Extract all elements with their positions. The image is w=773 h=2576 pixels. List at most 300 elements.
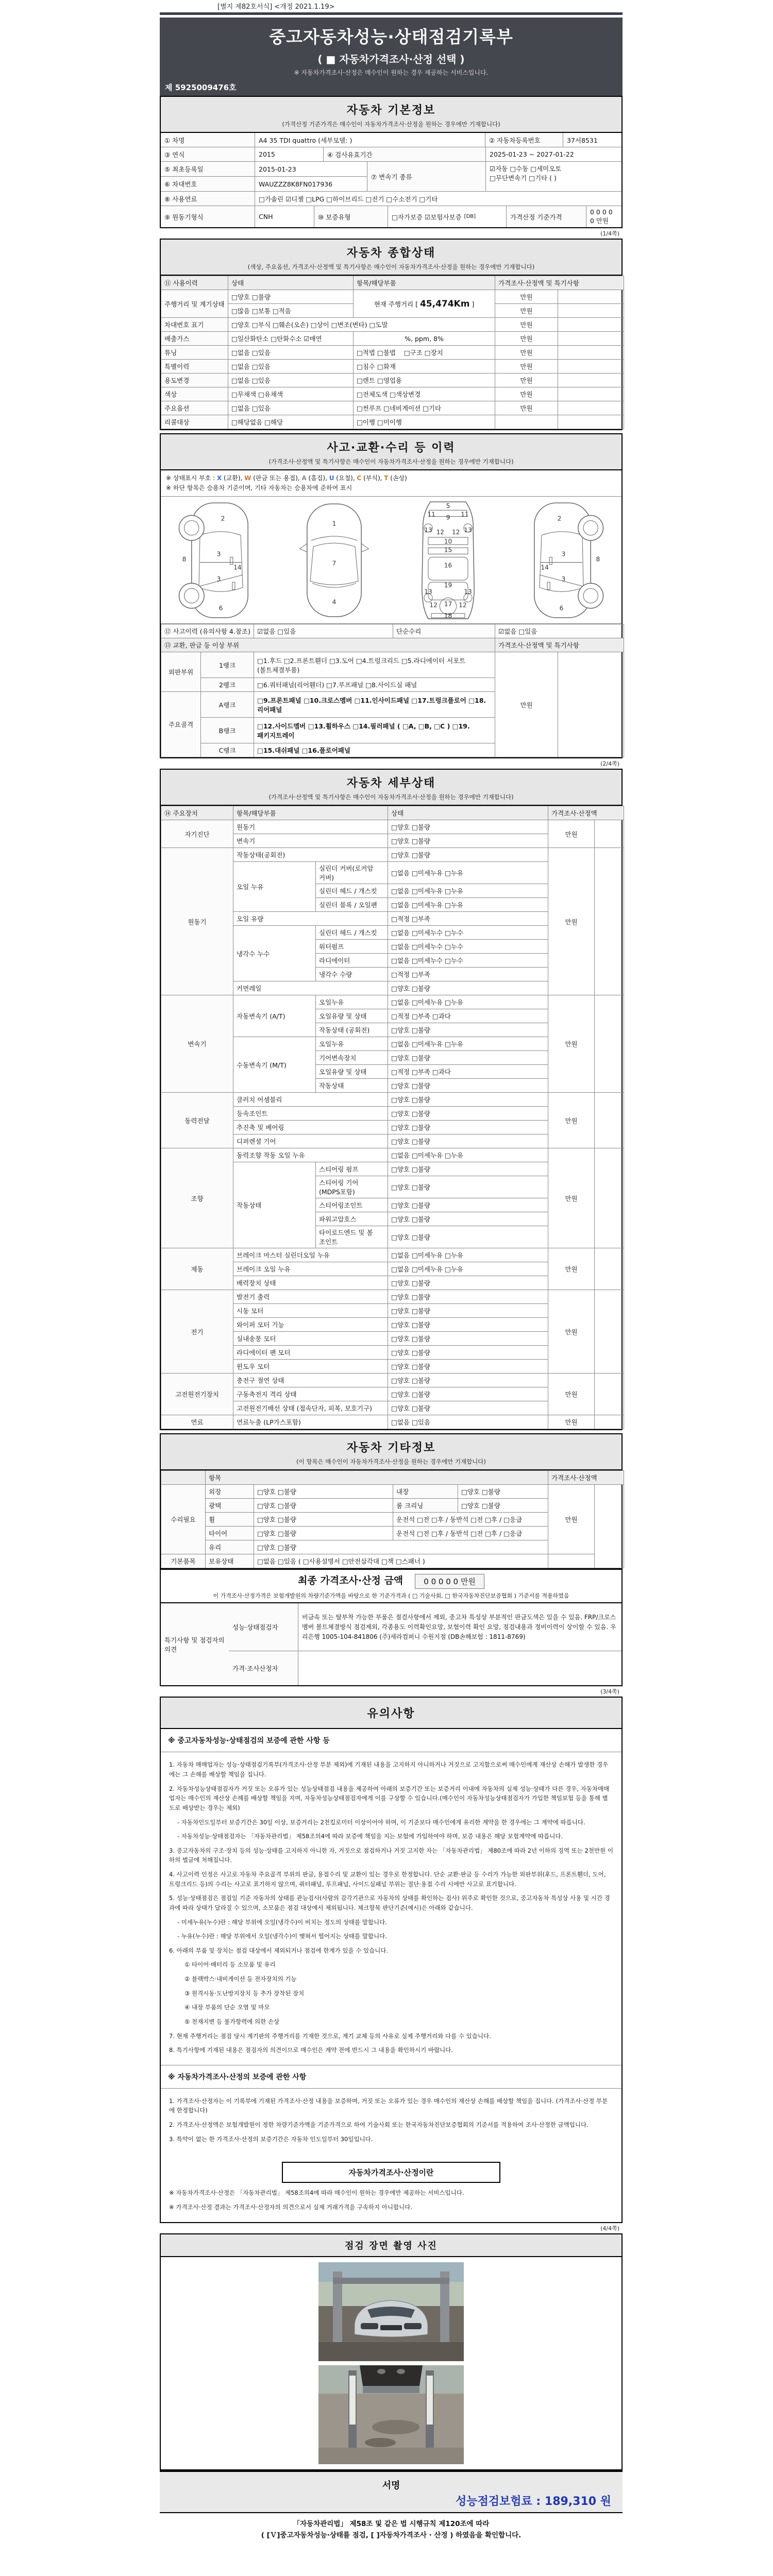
mileage-note-1 xyxy=(558,290,624,304)
overall-h-usage: ⑪ 사용이력 xyxy=(161,276,228,290)
basic-items-group: 기본품목 xyxy=(161,1554,206,1568)
engine-type-value: CNH xyxy=(255,206,314,227)
detail-state-checkboxes[interactable]: □양호 □불량 xyxy=(388,1332,548,1346)
holding-state[interactable]: □없음 □있음 ( □사용설명서 □안전삼각대 □잭 □스패너 ) xyxy=(254,1554,548,1568)
detail-item: 자동변속기 (A/T) xyxy=(233,995,316,1037)
detail-item: 오일 유량 xyxy=(233,912,388,926)
simple-repair-state[interactable]: ☑없음 □있음 xyxy=(495,624,624,638)
section-basic-info xyxy=(160,96,623,228)
special-history-state[interactable]: □없음 □있음 xyxy=(228,360,354,374)
detail-state-checkboxes[interactable]: □양호 □불량 xyxy=(388,1079,548,1093)
device-group-3: 동력전달 xyxy=(161,1093,233,1148)
legend-symbol-C: C xyxy=(357,474,362,482)
detail-state-checkboxes[interactable]: □양호 □불량 xyxy=(388,1198,548,1212)
detail-state-checkboxes[interactable]: □양호 □불량 xyxy=(388,820,548,834)
detail-subitem: 워터펌프 xyxy=(316,940,388,954)
svg-text:5: 5 xyxy=(446,502,450,510)
svg-text:9: 9 xyxy=(446,514,450,521)
detail-state-checkboxes[interactable]: □적정 □부족 xyxy=(388,968,548,981)
svg-text:2: 2 xyxy=(557,515,562,522)
etc-band xyxy=(161,1434,621,1470)
notice-subject: ※ 중고자동차성능·상태점검의 보증에 관한 사항 등 xyxy=(161,1729,621,1752)
svg-text:8: 8 xyxy=(596,555,600,563)
overall-h-price: 가격조사·산정액 및 특기사항 xyxy=(495,276,624,290)
detail-subitem: 오일누유 xyxy=(316,1037,388,1051)
detail-subitem: 타이로드엔드 및 볼 조인트 xyxy=(316,1226,388,1248)
detail-group-price: 만원 xyxy=(548,1415,595,1429)
recall-state[interactable]: □해당없음 □해당 xyxy=(228,415,354,429)
mileage-price-1: 만원 xyxy=(495,290,558,304)
svg-text:3: 3 xyxy=(216,550,221,558)
detail-group-price-note xyxy=(595,1374,624,1415)
svg-text:14: 14 xyxy=(233,564,242,572)
detail-state-checkboxes[interactable]: □양호 □불량 xyxy=(388,1226,548,1248)
rankA-label: A랭크 xyxy=(201,692,254,718)
detail-state-checkboxes[interactable]: □없음 □미세누유 □누유 xyxy=(388,884,548,898)
mileage-state-2[interactable]: □많음 □보통 □적음 xyxy=(228,304,354,318)
detail-subtitle: (가격조사·산정액 및 특기사항은 매수인이 자동차가격조사·산정을 원하는 경우에만 기재합니다) xyxy=(268,793,514,801)
mileage-state-1[interactable]: □양호 □불량 xyxy=(228,290,354,304)
notice-paragraph: ※ 자동차가격조사·산정은 「자동차관리법」 제58조의4에 따라 매수인이 원하는 경우에만 제공하는 서비스입니다. xyxy=(169,2189,464,2197)
detail-subitem: 작동상태 xyxy=(316,1079,388,1093)
wheel-detail[interactable]: 운전석 □전 □후 / 동반석 □전 □후 / □응급 xyxy=(393,1513,548,1527)
detail-state-checkboxes[interactable]: □적정 □부족 □과다 xyxy=(388,1065,548,1079)
detail-group-price-note xyxy=(595,1248,624,1290)
svg-text:12: 12 xyxy=(451,529,460,536)
notice-paragraphs xyxy=(161,1752,621,2064)
final-price-band xyxy=(161,1568,621,1603)
section-photos xyxy=(160,2233,623,2470)
overall-table xyxy=(161,276,624,429)
device-group-5: 제동 xyxy=(161,1248,233,1290)
notice-paragraph: ④ 내장 부품의 단순 오염 및 마모 xyxy=(184,2004,270,2011)
detail-subitem: 실린더 커버(로커암 커버) xyxy=(316,862,388,884)
svg-text:13: 13 xyxy=(464,588,472,596)
svg-text:13: 13 xyxy=(424,527,432,534)
vin-mark-state[interactable]: □양호 □부식 □훼손(오손) □상이 □변조(변타) □도말 xyxy=(228,318,495,332)
detail-state-checkboxes[interactable]: □양호 □불량 xyxy=(388,1360,548,1374)
footer-line-2: ( [Ｖ]중고자동차성능·상태를 점검, [ ]자동차가격조사 · 산정 ) 하였음을 확인합니다. xyxy=(261,2531,522,2540)
price-survey-note: ※ 자동차가격조사·산정은 매수인이 원하는 경우 제공하는 서비스입니다. xyxy=(294,69,489,76)
detail-item: 클러치 어셈블리 xyxy=(233,1093,388,1107)
color-state[interactable]: □무채색 □유채색 xyxy=(228,387,354,401)
base-price-label: 가격산정 기준가격 xyxy=(506,206,586,227)
inspection-period-value: 2025-01-23 ~ 2027-01-22 xyxy=(485,147,621,161)
top-rule xyxy=(160,12,623,16)
notice-band xyxy=(161,1698,621,1729)
main-option-state[interactable]: □없음 □있음 xyxy=(228,401,354,415)
basic-info-subtitle: (가격산정 기준가격은 매수인이 자동차가격조사·산정을 원하는 경우에만 기재합니다) xyxy=(282,121,500,128)
usage-change-items[interactable]: □렌트 □영업용 xyxy=(354,374,495,387)
roomcleaning-state[interactable]: □양호 □불량 xyxy=(458,1499,548,1513)
detail-state-checkboxes[interactable]: □없음 □미세누유 □누유 xyxy=(388,1262,548,1276)
detail-item: 작동상태 xyxy=(233,1162,316,1248)
detail-item: 동력조향 작동 오일 누유 xyxy=(233,1148,388,1162)
detail-subitem: 파워고압호스 xyxy=(316,1212,388,1226)
page-marker-2: (2/4쪽) xyxy=(600,760,619,768)
accident-price-note xyxy=(558,652,624,757)
detail-state-checkboxes[interactable]: □양호 □불량 xyxy=(388,1121,548,1134)
repair-needed-group: 수리필요 xyxy=(161,1485,206,1554)
etc-price-note xyxy=(595,1485,624,1568)
emission-state[interactable]: □일산화탄소 □탄화수소 ☑매연 xyxy=(228,332,354,346)
detail-state-checkboxes[interactable]: □양호 □불량 xyxy=(388,1212,548,1226)
recall-items[interactable]: □이행 □미이행 xyxy=(354,415,495,429)
detail-subitem: 실린더 헤드 / 개스킷 xyxy=(316,884,388,898)
mileage-price-2: 만원 xyxy=(495,304,558,318)
svg-text:19: 19 xyxy=(444,582,452,589)
rank2-label: 2랭크 xyxy=(201,678,254,692)
holding-state-label: 보유상태 xyxy=(206,1554,254,1568)
detail-state-checkboxes[interactable]: □양호 □불량 xyxy=(388,1276,548,1290)
detail-state-checkboxes[interactable]: □양호 □불량 xyxy=(388,1318,548,1332)
accident-title: 사고·교환·수리 등 이력 xyxy=(327,442,456,454)
warranty-checkboxes[interactable]: □자가보증 ☑보험사보증 [DB] xyxy=(388,206,506,227)
detail-state-checkboxes[interactable]: □양호 □불량 xyxy=(388,834,548,848)
usage-change-label: 용도변경 xyxy=(161,374,228,387)
accident-price: 만원 xyxy=(495,652,558,757)
overall-subtitle: (색상, 주요옵션, 가격조사·산정액 및 특기사항은 매수인이 자동차가격조사·산정을 원하는 경우에만 기재합니다) xyxy=(247,263,535,270)
svg-text:16: 16 xyxy=(444,562,452,570)
inspector-label: 성능·상태점검자 xyxy=(229,1603,298,1651)
detail-state-checkboxes[interactable]: □없음 □미세누수 □누수 xyxy=(388,940,548,954)
detail-item: 실내송풍 모터 xyxy=(233,1332,388,1346)
tuning-state-1[interactable]: □없음 □있음 xyxy=(228,346,354,360)
device-group-2: 변속기 xyxy=(161,995,233,1093)
appraiser-label: 가격·조사산정자 xyxy=(229,1651,298,1685)
form-revision-note: [별지 제82호서식] <개정 2021.1.19> xyxy=(217,3,335,11)
overall-band xyxy=(161,240,621,276)
overall-h-item: 항목/해당부품 xyxy=(354,276,495,290)
basic-info-title: 자동차 기본정보 xyxy=(346,104,436,117)
notice-paragraph: ⑤ 천재지변 등 불가항력에 의한 손상 xyxy=(184,2018,280,2025)
device-group-4: 조향 xyxy=(161,1148,233,1248)
detail-state-checkboxes[interactable]: □양호 □불량 xyxy=(388,1051,548,1065)
detail-state-checkboxes[interactable]: □양호 □불량 xyxy=(388,1346,548,1360)
detail-subitem: 스티어링조인트 xyxy=(316,1198,388,1212)
photos-band xyxy=(161,2234,621,2257)
interior-label: 내장 xyxy=(393,1485,458,1499)
notice-paragraph: ※ 가격조사·산정 결과는 가격조사·산정자의 의견으로서 실제 거래가격을 구속하지 아니합니다. xyxy=(169,2203,412,2211)
warranty-type-label: ⑩ 보증유형 xyxy=(314,206,388,227)
detail-item: 구동축전지 격리 상태 xyxy=(233,1387,388,1401)
svg-text:6: 6 xyxy=(219,605,223,613)
base-price-value: 0 0 0 0 0 만원 xyxy=(586,206,621,227)
detail-h-device: ⑭ 주요장치 xyxy=(161,806,233,820)
recall-label: 리콜대상 xyxy=(161,415,228,429)
rankC-parts[interactable]: □15.대쉬패널 □16.플로어패널 xyxy=(254,743,495,757)
detail-state-checkboxes[interactable]: □없음 □있음 xyxy=(388,1415,548,1429)
photos-area xyxy=(161,2257,621,2469)
detail-state-checkboxes[interactable]: □적정 □부족 xyxy=(388,912,548,926)
legend-note-2: ※ 하단 항목은 승용차 기준이며, 기타 자동차는 승용차에 준하여 표시 xyxy=(166,484,352,492)
interior-state[interactable]: □양호 □불량 xyxy=(458,1485,548,1499)
section-notice xyxy=(160,1697,623,2223)
detail-state-checkboxes[interactable]: □없음 □미세누유 □누유 xyxy=(388,1037,548,1051)
detail-state-checkboxes[interactable]: □없음 □미세누유 □누유 xyxy=(388,995,548,1009)
detail-state-checkboxes[interactable]: □없음 □미세누수 □누수 xyxy=(388,954,548,968)
special-history-price: 만원 xyxy=(495,360,558,374)
detail-state-checkboxes[interactable]: □양호 □불량 xyxy=(388,1093,548,1107)
detail-item: 변속기 xyxy=(233,834,388,848)
inspection-photo-underbody xyxy=(318,2365,464,2464)
detail-band xyxy=(161,770,621,806)
detail-item: 작동상태(공회전) xyxy=(233,848,388,862)
detail-item: 등속조인트 xyxy=(233,1107,388,1121)
accident-subtitle: (가격조사·산정액 및 특기사항은 매수인이 자동차가격조사·산정을 원하는 경우에만 기재합니다) xyxy=(268,458,514,465)
usage-change-state[interactable]: □없음 □있음 xyxy=(228,374,354,387)
main-option-price: 만원 xyxy=(495,401,558,415)
detail-group-price: 만원 xyxy=(548,848,595,995)
section-etc-info xyxy=(160,1433,623,1686)
detail-group-price: 만원 xyxy=(548,1290,595,1374)
detail-group-price: 만원 xyxy=(548,995,595,1093)
notice-paragraph: 6. 아래의 부품 및 장치는 점검 대상에서 제외되거나 점검에 한계가 있을 수 있습니다. xyxy=(169,1946,389,1954)
rank1-label: 1랭크 xyxy=(201,652,254,678)
svg-text:1: 1 xyxy=(332,520,337,528)
model-year-value: 2015 xyxy=(255,147,323,161)
signature-label: 서명 xyxy=(382,2480,400,2491)
svg-text:13: 13 xyxy=(464,527,472,534)
notice-paragraph: - 미세누유(누수)란 : 해당 부위에 오일(냉각수)이 비치는 정도의 상태를 말합니다. xyxy=(177,1918,387,1926)
detail-group-price-note xyxy=(595,1148,624,1248)
etc-h-item: 항목 xyxy=(206,1471,548,1485)
exterior-state[interactable]: □양호 □불량 xyxy=(254,1485,393,1499)
detail-item: 충전구 절연 상태 xyxy=(233,1374,388,1387)
color-items[interactable]: □전체도색 □색상변경 xyxy=(354,387,495,401)
main-option-items[interactable]: □썬루프 □네비게이션 □기타 xyxy=(354,401,495,415)
rankA-parts[interactable]: □9.프론트패널 □10.크로스멤버 □11.인사이드패널 □17.트렁크플로어 □18.리어패널 xyxy=(254,692,495,718)
detail-state-checkboxes[interactable]: □양호 □불량 xyxy=(388,981,548,995)
detail-state-checkboxes[interactable]: □양호 □불량 xyxy=(388,1387,548,1401)
detail-subitem: 실린더 헤드 / 개스킷 xyxy=(316,926,388,940)
overall-title: 자동차 종합상태 xyxy=(346,247,436,260)
notice-paragraph: 5. 성능·상태점검은 점검일 기준 자동차의 상태를 관능검사(사람의 감각기관으로 자동차의 상태를 확인하는 검사) 위주로 확인한 것으로, 중고자동차 특성상 사용 및 시간 경과에 따라 상태가 달라질 수 있으며, 소모품은 점검 대상에서 제외됩니다. 체크항목 판단기준(예시)은 아래와 같습니다. xyxy=(169,1894,610,1911)
tuning-state-23[interactable]: □적법 □불법 □구조 □장치 xyxy=(354,346,495,360)
car-name-label: ① 차명 xyxy=(161,133,255,147)
overall-h-state: 상태 xyxy=(228,276,354,290)
glass-state[interactable]: □양호 □불량 xyxy=(254,1540,548,1554)
transmission-label: ⑦ 변속기 종류 xyxy=(367,161,485,191)
detail-group-price-note xyxy=(595,1290,624,1374)
car-side-left-diagram xyxy=(168,499,274,621)
accident-table xyxy=(161,624,624,757)
detail-group-price-note xyxy=(595,1415,624,1429)
rankB-parts[interactable]: □12.사이드멤버 □13.휠하우스 □14.필러패널 ( □A, □B, □C ) □19.패키지트레이 xyxy=(254,718,495,743)
polish-state[interactable]: □양호 □불량 xyxy=(254,1499,393,1513)
notice-paragraph: - 자동차인도일부터 보증기간은 30일 이상, 보증거리는 2천킬로미터 이상이어야 하며, 이 기준보다 매수인에게 유리한 계약을 한 경우에는 그 계약에 따릅니다. xyxy=(177,1818,585,1826)
detail-item: 라디에이터 팬 모터 xyxy=(233,1346,388,1360)
detail-item: 연료누출 (LP가스포함) xyxy=(233,1415,388,1429)
document-title: 중고자동차성능·상태점검기록부 xyxy=(269,27,513,47)
document-number: 제 5925009476호 xyxy=(165,83,237,92)
tuning-price: 만원 xyxy=(495,346,558,360)
first-reg-value: 2015-01-23 xyxy=(255,162,367,176)
notice-paragraph: ③ 원격시동·도난방지장치 등 추가 장착된 장치 xyxy=(184,1989,305,1997)
usage-change-price: 만원 xyxy=(495,374,558,387)
device-group-8: 연료 xyxy=(161,1415,233,1429)
transmission-options-2[interactable]: □무단변속기 □기타 ( ) xyxy=(490,174,557,182)
detail-group-price-note xyxy=(595,820,624,848)
detail-group-price-note xyxy=(595,995,624,1093)
svg-text:4: 4 xyxy=(332,598,337,606)
car-damage-diagram xyxy=(161,497,621,624)
detail-subitem: 라디에이터 xyxy=(316,954,388,968)
detail-state-checkboxes[interactable]: □없음 □미세누유 □누유 xyxy=(388,862,548,884)
wheel-state[interactable]: □양호 □불량 xyxy=(254,1513,393,1527)
detail-subitem: 작동상태 (공회전) xyxy=(316,1023,388,1037)
detail-state-checkboxes[interactable]: □양호 □불량 xyxy=(388,1401,548,1415)
detail-state-checkboxes[interactable]: □적정 □부족 □과다 xyxy=(388,1009,548,1023)
tire-state[interactable]: □양호 □불량 xyxy=(254,1527,393,1540)
detail-subitem: 오일유량 및 상태 xyxy=(316,1009,388,1023)
legend-symbol-A: A xyxy=(301,474,307,482)
emission-label: 배출가스 xyxy=(161,332,228,346)
svg-text:8: 8 xyxy=(182,555,187,563)
rank1-parts[interactable]: □1.후드 □2.프론트휀더 □3.도어 □4.트렁크리드 □5.라디에이터 서포트(볼트체결부품) xyxy=(254,652,495,678)
reg-number-label: ② 자동차등록번호 xyxy=(485,133,563,147)
detail-state-checkboxes[interactable]: □양호 □불량 xyxy=(388,1374,548,1387)
current-mileage: 현재 주행거리 [ 45,474Km ] xyxy=(354,290,495,318)
car-side-right-diagram xyxy=(509,499,614,621)
price-survey-definition-box: 자동차가격조사·산정이란 xyxy=(282,2162,500,2183)
notice-paragraph: - 자동차성능·상태점검자는 「자동차관리법」 제58조의4에 따라 보증에 책임을 지는 보험에 가입하여야 하며, 보증 내용은 해당 보험계약에 따릅니다. xyxy=(177,1833,563,1840)
mileage-label: 주행거리 및 계기상태 xyxy=(161,290,228,318)
notice-paragraph: 3. 특약이 없는 한 가격조사·산정의 보증기간은 자동차 인도일부터 30일입니다. xyxy=(169,2135,373,2143)
special-history-items[interactable]: □침수 □화재 xyxy=(354,360,495,374)
mileage-value: 45,474Km xyxy=(419,298,470,309)
detail-title: 자동차 세부상태 xyxy=(346,777,436,790)
detail-group-price: 만원 xyxy=(548,1248,595,1290)
wheel-label: 휠 xyxy=(206,1513,254,1527)
svg-text:6: 6 xyxy=(559,605,564,613)
simple-repair-label: 단순수리 xyxy=(393,624,495,638)
legend-symbol-U: U xyxy=(329,474,334,482)
notice-paragraph: 2. 자동차성능상태점검자가 거짓 또는 오류가 있는 성능상태점검 내용을 제공하여 아래의 보증기간 또는 보증거리 이내에 자동차의 실제 성능·상태가 다른 경우, 자동차매매업자는 매수인의 재산상 손해를 배상할 책임을 지며, 자동차성능상태점검자에게 이를 구상할 수 있습니다.(매수인이 자동차성능상태점검자가 가입한 책임보험 등을 통해 별도로 배상받는 경우는 제외) xyxy=(169,1785,610,1811)
tuning-label: 튜닝 xyxy=(161,346,228,360)
detail-item: 브레이크 마스터 실린더오일 누유 xyxy=(233,1248,388,1262)
etc-price: 만원 xyxy=(548,1485,595,1554)
price-notice-paragraphs xyxy=(161,2089,621,2154)
fuel-label: ⑧ 사용연료 xyxy=(161,192,255,206)
svg-text:13: 13 xyxy=(424,588,432,596)
first-reg-label: ⑤ 최초등록일 xyxy=(161,162,255,176)
svg-text:10: 10 xyxy=(444,538,452,546)
notice-paragraph: ① 타이어·배터리 등 소모품 및 유리 xyxy=(184,1961,276,1969)
accident-history-label: ⑫ 사고이력 (유의사항 4.참조) xyxy=(161,624,254,638)
detail-state-checkboxes[interactable]: □양호 □불량 xyxy=(388,1023,548,1037)
detail-group-price-note xyxy=(595,848,624,995)
tire-detail[interactable]: 운전석 □전 □후 / 동반석 □전 □후 / □응급 xyxy=(393,1527,548,1540)
svg-text:11: 11 xyxy=(460,511,469,518)
detail-h-item: 항목/해당부품 xyxy=(233,806,388,820)
svg-text:18: 18 xyxy=(444,612,452,620)
detail-state-checkboxes[interactable]: □양호 □불량 xyxy=(388,848,548,862)
detail-state-checkboxes[interactable]: □양호 □불량 xyxy=(388,1290,548,1304)
inspection-record-document xyxy=(160,0,623,2545)
signature-band xyxy=(160,2470,623,2512)
transmission-options-1[interactable]: ☑자동 □수동 □세미오토 xyxy=(490,165,562,173)
notice-paragraph: ② 블랙박스·내비게이션 등 전자장치의 기능 xyxy=(184,1975,297,1982)
etc-h-price: 가격조사·산정액 xyxy=(548,1471,624,1485)
device-group-6: 전기 xyxy=(161,1290,233,1374)
detail-item: 오일 누유 xyxy=(233,862,316,912)
remarks-group-label: 특기사항 및 점검자의 의견 xyxy=(161,1603,229,1685)
detail-item: 원동기 xyxy=(233,820,388,834)
detail-state-checkboxes[interactable]: □없음 □미세누수 □누수 xyxy=(388,926,548,940)
svg-text:12: 12 xyxy=(429,602,438,609)
svg-text:11: 11 xyxy=(427,511,435,518)
legend-symbol-X: X xyxy=(216,474,222,482)
notice-paragraph: 1. 가격조사·산정자는 이 기록부에 기재된 가격조사·산정 내용을 보증하며, 거짓 또는 오류가 있는 경우 매수인의 재산상 손해를 배상할 책임을 집니다. (가격조사·산정 부분에 한정합니다) xyxy=(169,2097,608,2114)
svg-text:2: 2 xyxy=(221,515,225,522)
reg-number-value: 37서8531 xyxy=(563,133,621,147)
detail-state-checkboxes[interactable]: □양호 □불량 xyxy=(388,1134,548,1148)
inspection-period-label: ④ 검사유효기간 xyxy=(323,147,485,161)
vin-value: WAUZZZ8K8FN017936 xyxy=(255,177,367,191)
inspection-photo-front xyxy=(318,2262,464,2361)
detail-state-checkboxes[interactable]: □양호 □불량 xyxy=(388,1107,548,1121)
page-marker-4: (4/4쪽) xyxy=(600,2225,619,2232)
fuel-checkboxes[interactable]: □가솔린 ☑디젤 □LPG □하이브리드 □전기 □수소전기 □기타 xyxy=(255,192,621,206)
detail-state-checkboxes[interactable]: □없음 □미세누유 □누유 xyxy=(388,898,548,912)
svg-text:17: 17 xyxy=(444,601,452,608)
transmission-checkboxes[interactable] xyxy=(485,161,621,191)
detail-state-checkboxes[interactable]: □양호 □불량 xyxy=(388,1304,548,1318)
vin-mark-price: 만원 xyxy=(495,318,558,332)
detail-item: 발전기 출력 xyxy=(233,1290,388,1304)
detail-state-checkboxes[interactable]: □양호 □불량 xyxy=(388,1176,548,1198)
final-price-note: 이 가격조사·산정가격은 보험개발원의 차량기준가액을 바탕으로 한 기준가격과 ( □ 기술사회, □ 한국자동차진단보증협회 ) 기준서를 적용하였음 xyxy=(213,1592,569,1600)
accident-band xyxy=(161,434,621,470)
detail-state-checkboxes[interactable]: □없음 □미세누유 □누유 xyxy=(388,1148,548,1162)
main-frame-group: 주요골격 xyxy=(161,692,201,757)
exchange-parts-header: ⑬ 교환, 판금 등 이상 부위 xyxy=(161,638,495,652)
special-history-label: 특별이력 xyxy=(161,360,228,374)
car-name-value: A4 35 TDI quattro (세부모델: ) xyxy=(255,133,485,147)
price-survey-notes xyxy=(161,2188,621,2222)
accident-history-state[interactable]: ☑없음 □있음 xyxy=(254,624,393,638)
rank2-parts[interactable]: □6.쿼터패널(리어휀더) □7.루프패널 □8.사이드실 패널 xyxy=(254,678,495,692)
detail-group-price: 만원 xyxy=(548,820,595,848)
detail-state-checkboxes[interactable]: □없음 □미세누유 □누유 xyxy=(388,1248,548,1262)
notice-title: 유의사항 xyxy=(367,1707,415,1721)
exterior-label: 외장 xyxy=(206,1485,254,1499)
detail-item: 시동 모터 xyxy=(233,1304,388,1318)
page-marker-3: (3/4쪽) xyxy=(600,1688,619,1696)
notice-paragraph: - 누유(누수)란 : 해당 부위에서 오일(냉각수)이 맺혀서 떨어지는 상태를 말합니다. xyxy=(177,1933,387,1940)
svg-text:3: 3 xyxy=(561,575,566,583)
roomcleaning-label: 룸 크리닝 xyxy=(393,1499,458,1513)
detail-item: 윈도우 모터 xyxy=(233,1360,388,1374)
device-group-7: 고전원전기장치 xyxy=(161,1374,233,1415)
tire-label: 타이어 xyxy=(206,1527,254,1540)
detail-group-price: 만원 xyxy=(548,1148,595,1248)
final-price-value: 0 0 0 0 0 만원 xyxy=(415,1574,484,1589)
detail-state-checkboxes[interactable]: □양호 □불량 xyxy=(388,1162,548,1176)
polish-label: 광택 xyxy=(206,1499,254,1513)
svg-text:14: 14 xyxy=(541,564,549,572)
detail-subitem: 오일유량 및 상태 xyxy=(316,1065,388,1079)
mileage-note-2 xyxy=(558,304,624,318)
legend-symbol-W: W xyxy=(244,474,251,482)
vin-label: ⑥ 차대번호 xyxy=(161,177,255,191)
detail-table xyxy=(161,806,624,1429)
detail-group-price: 만원 xyxy=(548,1093,595,1148)
appraiser-opinion xyxy=(298,1651,621,1685)
confirmation-footer xyxy=(160,2512,623,2545)
device-group-1: 원동기 xyxy=(161,848,233,995)
